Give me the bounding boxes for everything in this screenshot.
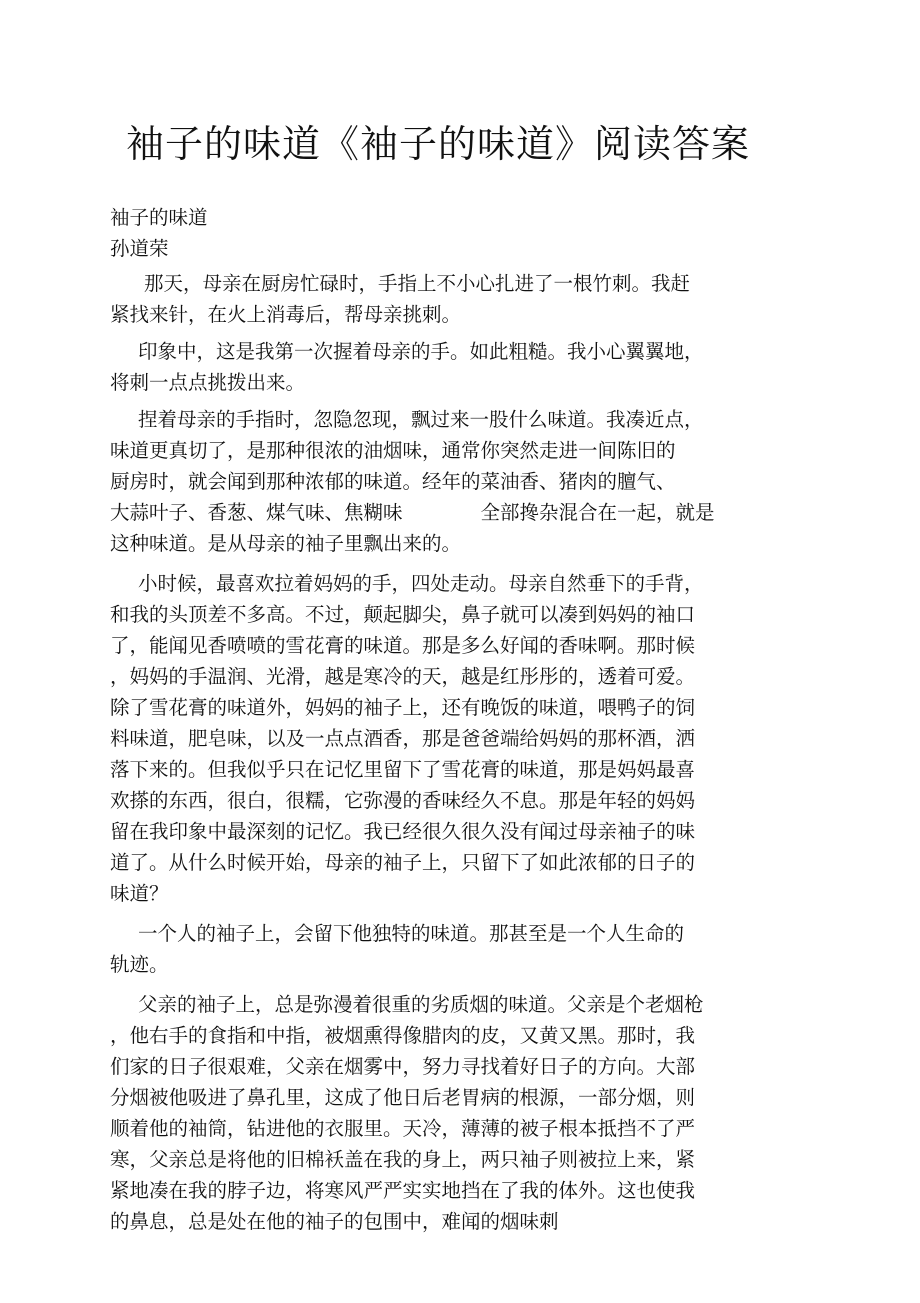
paragraph-5 — [110, 918, 770, 980]
paragraph-line: 紧找来针，在火上消毒后，帮母亲挑刺。 — [110, 303, 462, 326]
paragraph-line: 道了。从什么时候开始，母亲的袖子上，只留下了如此浓郁的日子的 — [110, 851, 696, 874]
paragraph-line: 寒，父亲总是将他的旧棉袄盖在我的身上，两只袖子则被拉上来，紧 — [110, 1148, 696, 1171]
paragraph-line — [110, 497, 770, 528]
paragraph-line: 紧地凑在我的脖子边，将寒风严严实实地挡在了我的体外。这也使我 — [110, 1179, 696, 1202]
paragraph-line: 捏着母亲的手指时，忽隐忽现，飘过来一股什么味道。我凑近点， — [138, 408, 704, 431]
paragraph-line: 和我的头顶差不多高。不过，颠起脚尖，鼻子就可以凑到妈妈的袖口 — [110, 603, 696, 626]
paragraph-1 — [110, 268, 770, 330]
paragraph-line: 味道更真切了，是那种很浓的油烟味，通常你突然走进一间陈旧的 — [110, 439, 676, 462]
paragraph-line: 父亲的袖子上，总是弥漫着很重的劣质烟的味道。父亲是个老烟枪 — [138, 993, 704, 1016]
paragraph-line-part: 大蒜叶子、香葱、煤气味、焦糊味 — [110, 501, 403, 524]
paragraph-line: 厨房时，就会闻到那种浓郁的味道。经年的菜油香、猪肉的膻气、 — [110, 470, 676, 493]
paragraph-line: 落下来的。但我似乎只在记忆里留下了雪花膏的味道，那是妈妈最喜 — [110, 758, 696, 781]
paragraph-line: 将刺一点点挑拨出来。 — [110, 371, 306, 394]
document-body — [110, 202, 770, 1237]
paragraph-line: 那天，母亲在厨房忙碌时，手指上不小心扎进了一根竹刺。我赶 — [144, 272, 691, 295]
paragraph-line: 小时候，最喜欢拉着妈妈的手，四处走动。母亲自然垂下的手背， — [138, 572, 704, 595]
paragraph-line: 分烟被他吸进了鼻孔里，这成了他日后老胃病的根源，一部分烟，则 — [110, 1086, 696, 1109]
paragraph-line: 味道？ — [110, 882, 169, 905]
paragraph-3 — [110, 404, 770, 559]
paragraph-line: 一个人的袖子上，会留下他独特的味道。那甚至是一个人生命的 — [138, 922, 685, 945]
paragraph-line: 轨迹。 — [110, 953, 169, 976]
paragraph-line: 印象中，这是我第一次握着母亲的手。如此粗糙。我小心翼翼地， — [138, 340, 704, 363]
article-author: 孙道荣 — [110, 237, 169, 260]
paragraph-line: 料味道，肥皂味，以及一点点酒香，那是爸爸端给妈妈的那杯酒，洒 — [110, 727, 696, 750]
paragraph-line: 留在我印象中最深刻的记忆。我已经很久很久没有闻过母亲袖子的味 — [110, 820, 696, 843]
paragraph-line: 了，能闻见香喷喷的雪花膏的味道。那是多么好闻的香味啊。那时候 — [110, 634, 696, 657]
paragraph-line: ，他右手的食指和中指，被烟熏得像腊肉的皮，又黄又黑。那时，我 — [110, 1024, 696, 1047]
document-title: 袖子的味道《袖子的味道》阅读答案 — [125, 122, 750, 166]
paragraph-6 — [110, 989, 770, 1237]
paragraph-line: 除了雪花膏的味道外，妈妈的袖子上，还有晚饭的味道，喂鸭子的饲 — [110, 696, 696, 719]
paragraph-line: 顺着他的袖筒，钻进他的衣服里。天冷，薄薄的被子根本抵挡不了严 — [110, 1117, 696, 1140]
paragraph-line: 欢搽的东西，很白，很糯，它弥漫的香味经久不息。那是年轻的妈妈 — [110, 789, 696, 812]
paragraph-line: 的鼻息，总是处在他的袖子的包围中，难闻的烟味刺 — [110, 1210, 559, 1233]
paragraph-line-part: 全部搀杂混合在一起，就是 — [480, 501, 715, 524]
article-subtitle: 袖子的味道 — [110, 206, 208, 229]
paragraph-4 — [110, 568, 770, 909]
paragraph-line: ，妈妈的手温润、光滑，越是寒冷的天，越是红彤彤的，透着可爱。 — [110, 665, 696, 688]
paragraph-2 — [110, 336, 770, 398]
paragraph-line: 们家的日子很艰难，父亲在烟雾中，努力寻找着好日子的方向。大部 — [110, 1055, 696, 1078]
paragraph-line: 这种味道。是从母亲的袖子里飘出来的。 — [110, 532, 462, 555]
